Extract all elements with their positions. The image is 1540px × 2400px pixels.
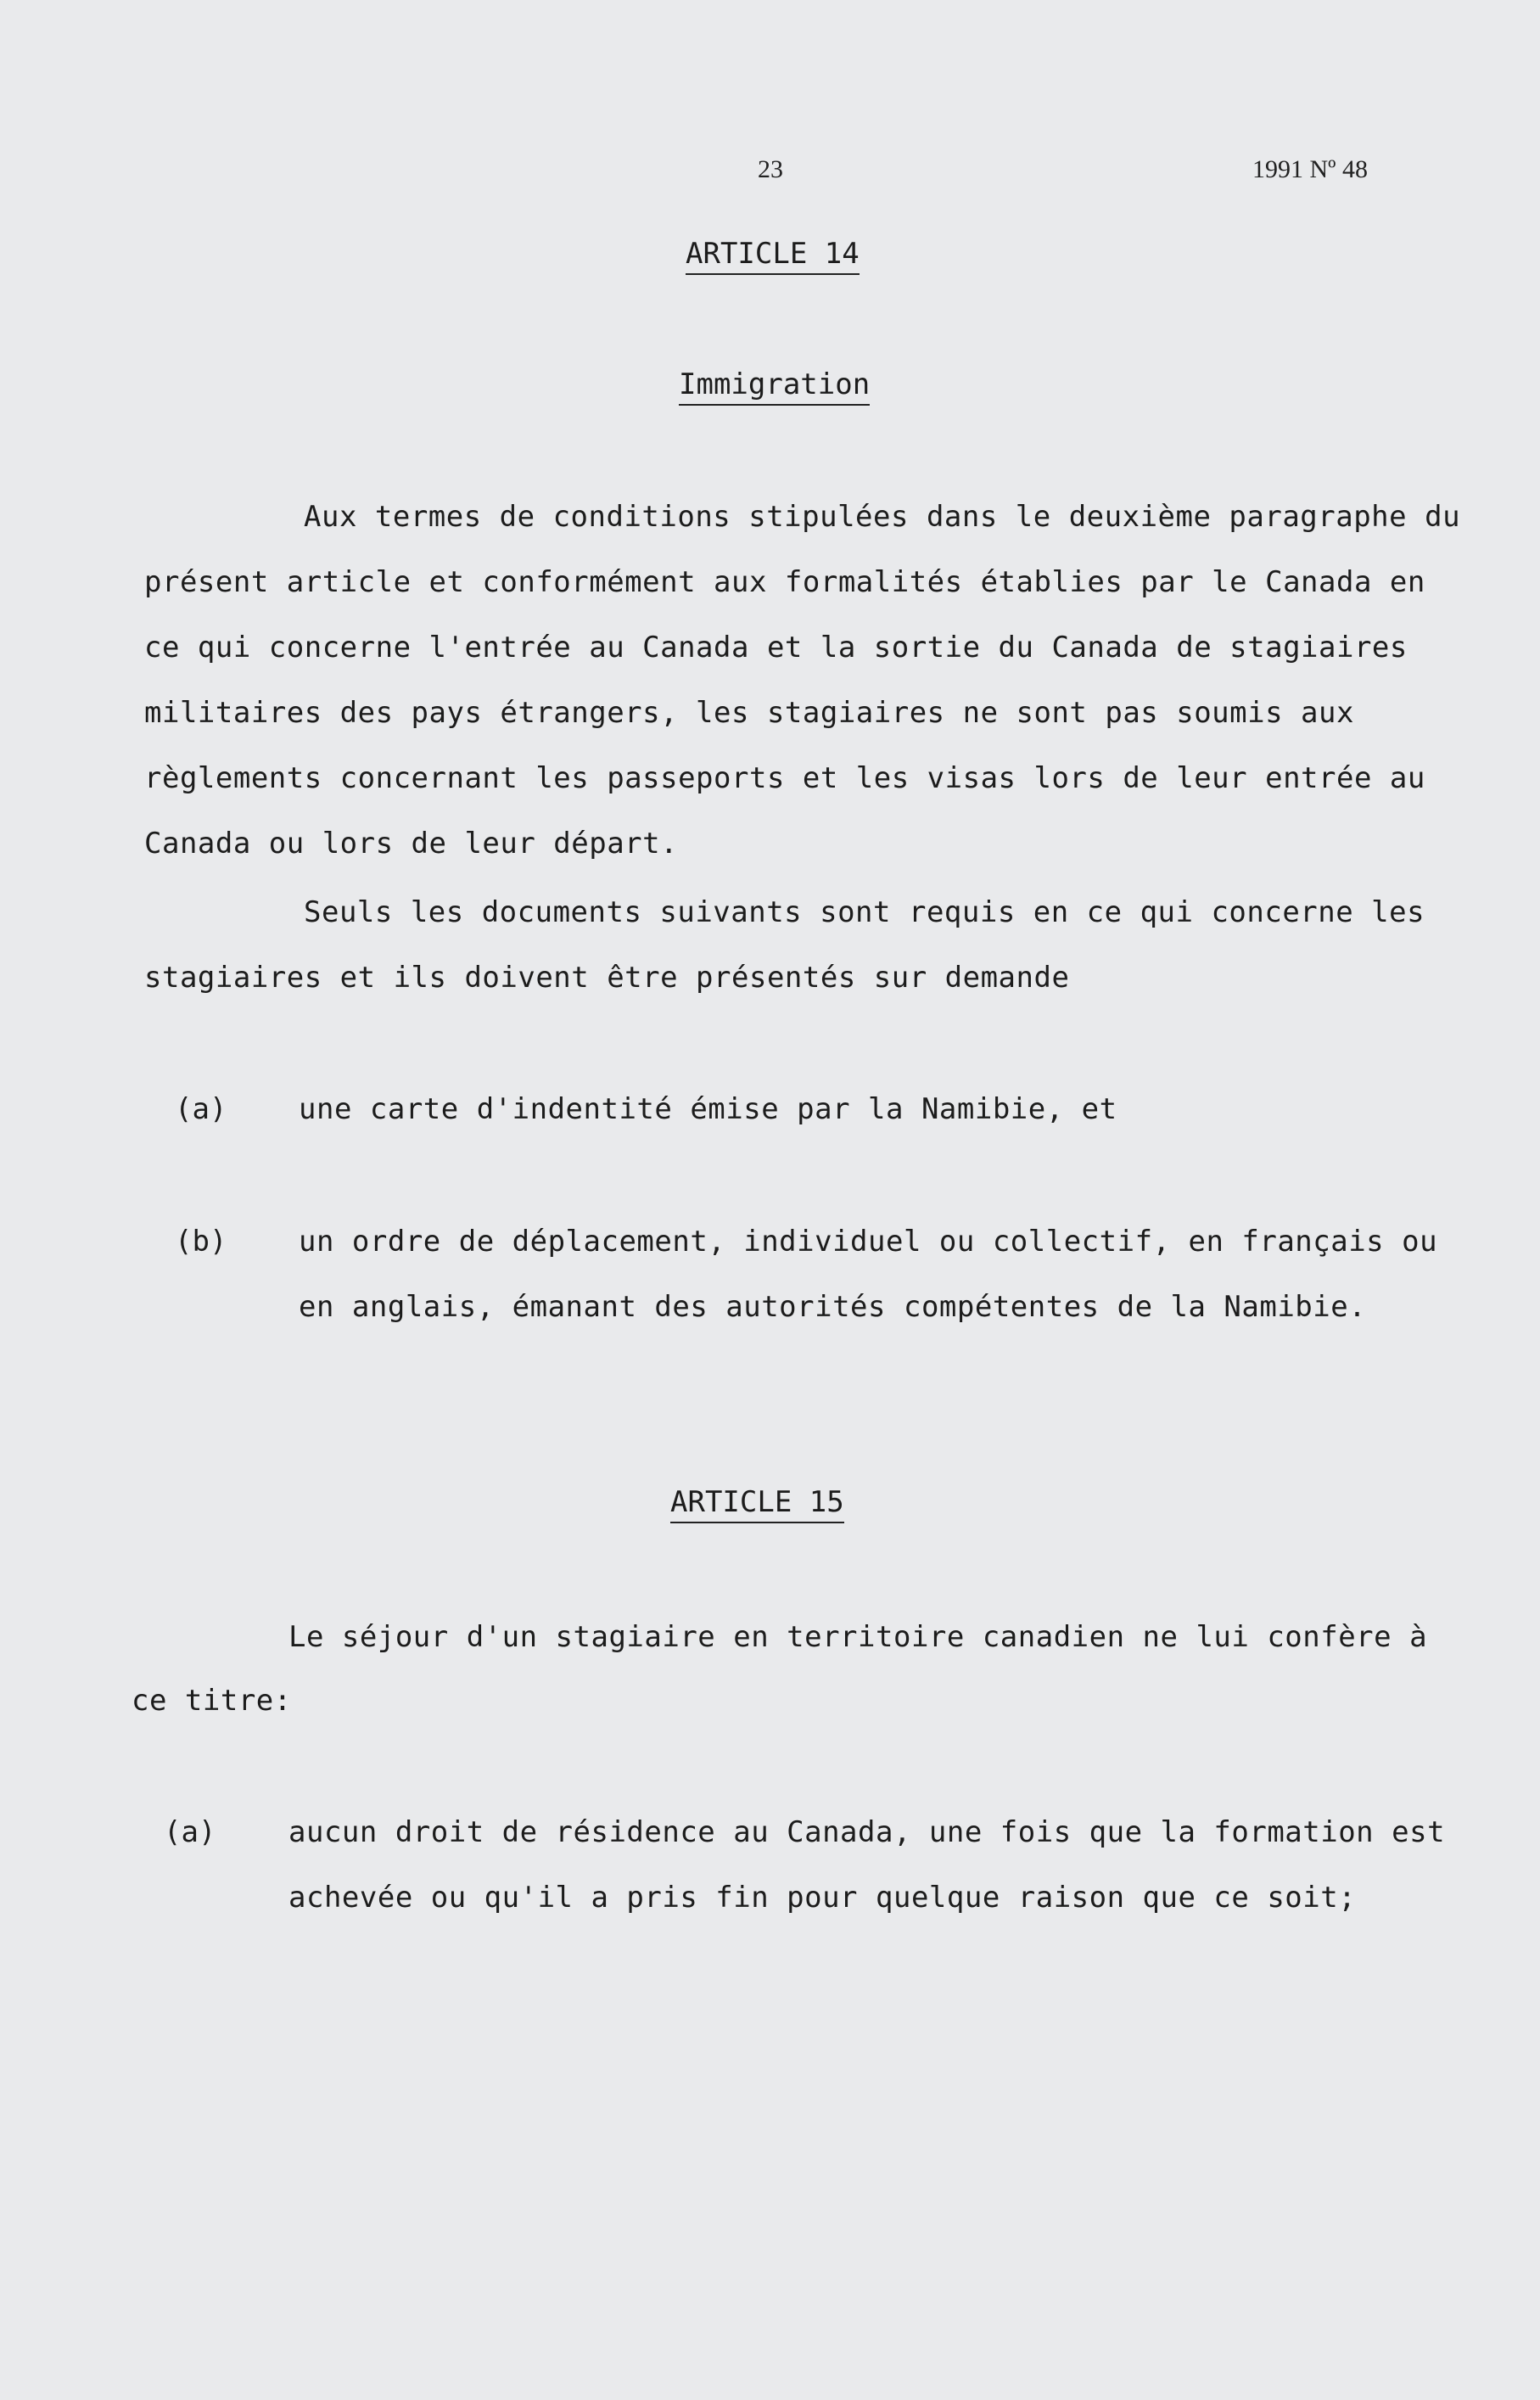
paragraph-line: présent article et conformément aux formalités établies par le Canada en [144,565,1425,599]
paragraph-line: Canada ou lors de leur départ. [144,827,679,861]
paragraph-line: Aux termes de conditions stipulées dans le deuxième paragraphe du [304,500,1461,534]
item-line: achevée ou qu'il a pris fin pour quelque raison que ce soit; [288,1881,1357,1915]
article-15-title: ARTICLE 15 [670,1488,844,1523]
paragraph-line: règlements concernant les passeports et les visas lors de leur entrée au [144,761,1425,795]
item-line: aucun droit de résidence au Canada, une fois que la formation est [288,1815,1446,1849]
item-marker: (a) [164,1815,216,1849]
paragraph-line: ce qui concerne l'entrée au Canada et la sortie du Canada de stagiaires [144,631,1408,664]
article-14-title: ARTICLE 14 [686,239,860,275]
item-marker: (a) [175,1092,227,1126]
paragraph-line: stagiaires et ils doivent être présentés sur demande [144,961,1070,995]
item-line: en anglais, émanant des autorités compétentes de la Namibie. [299,1290,1367,1324]
item-marker: (b) [175,1225,227,1259]
item-line: une carte d'indentité émise par la Namibie, et [299,1092,1117,1126]
paragraph-line: ce titre: [132,1684,292,1718]
page-number: 23 [758,155,783,183]
paragraph-line: Seuls les documents suivants sont requis en ce qui concerne les [304,895,1425,929]
article-14-subtitle: Immigration [679,370,870,406]
paragraph-line: militaires des pays étrangers, les stagiaires ne sont pas soumis aux [144,696,1354,730]
item-line: un ordre de déplacement, individuel ou collectif, en français ou [299,1225,1438,1259]
document-reference: 1991 Nº 48 [1252,155,1368,183]
paragraph-line: Le séjour d'un stagiaire en territoire canadien ne lui confère à [288,1620,1428,1654]
